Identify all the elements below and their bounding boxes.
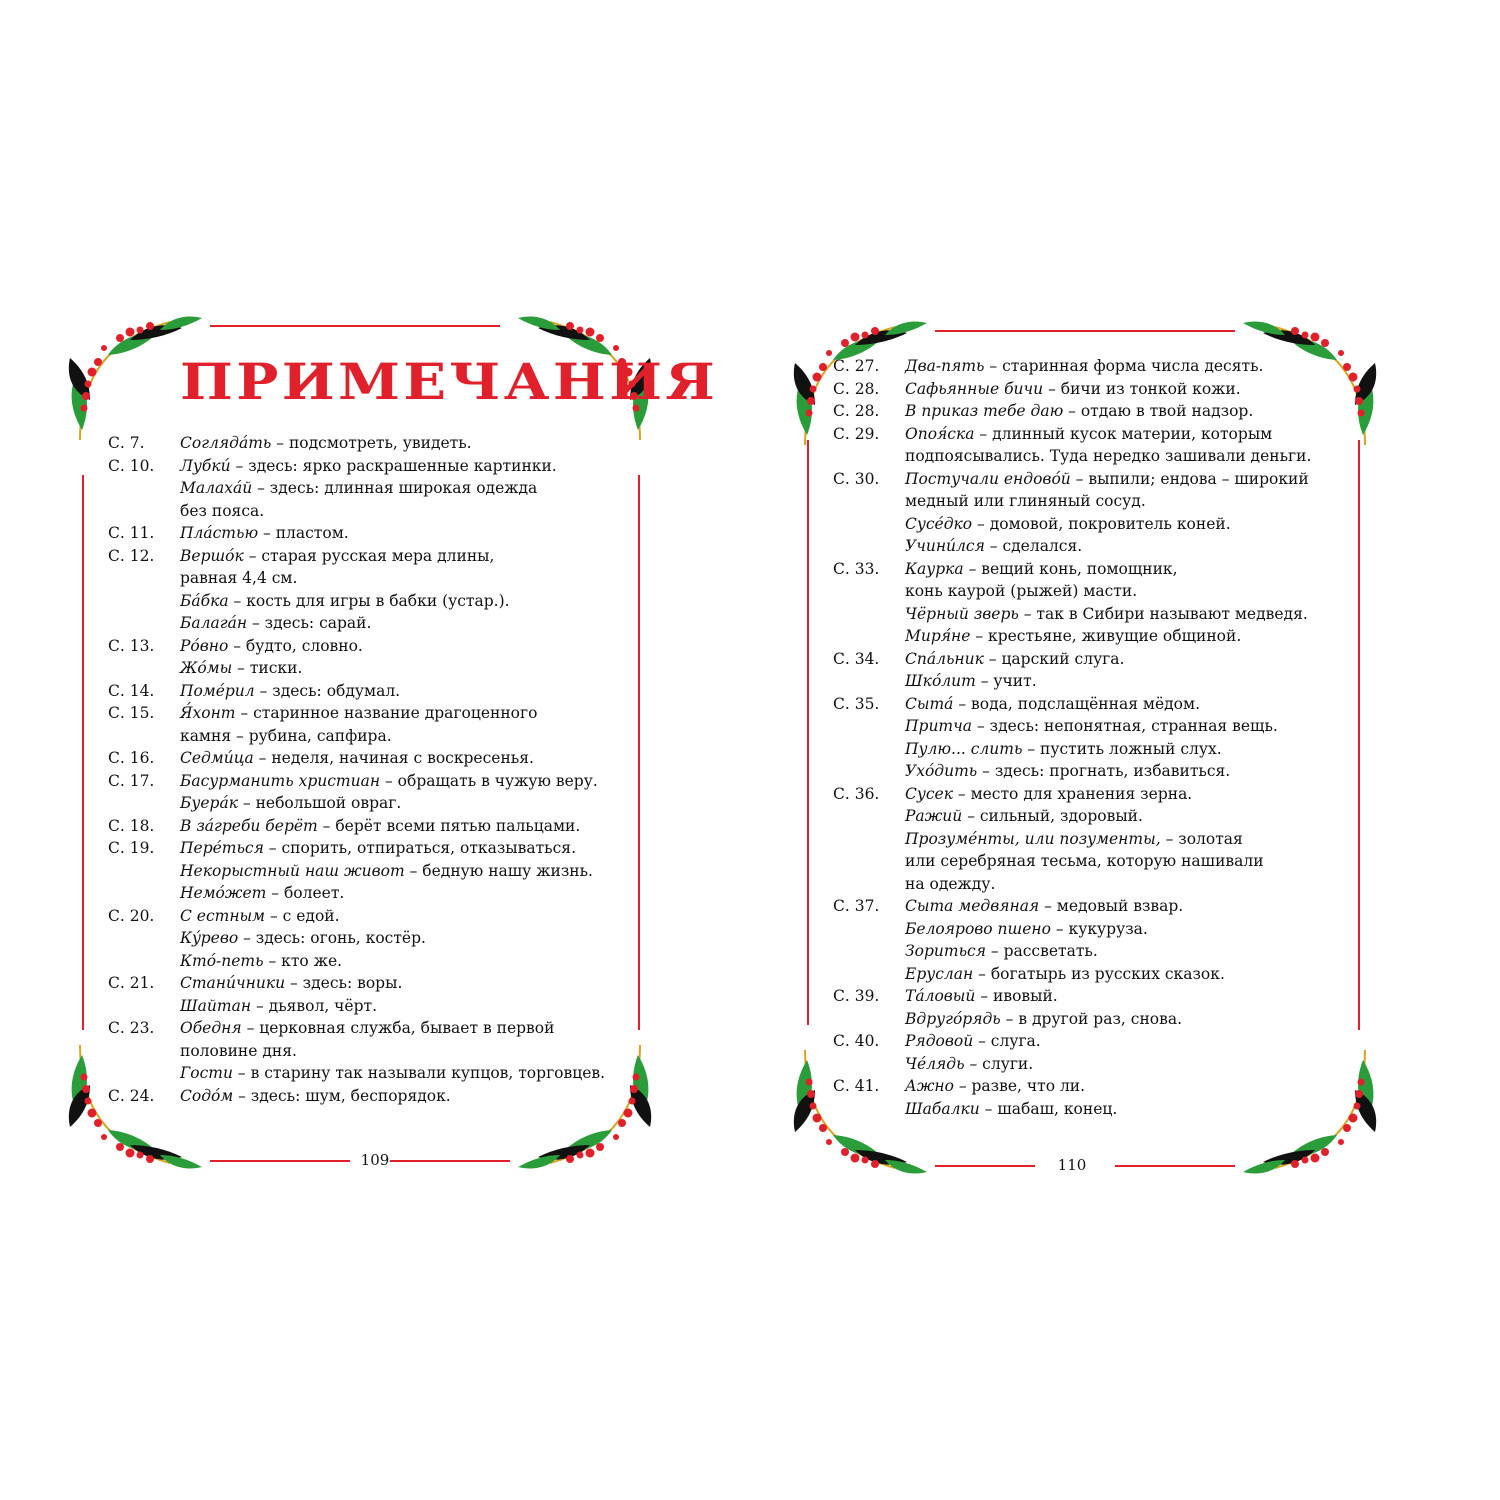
note-definition: – тиски.	[232, 659, 303, 677]
note-text	[180, 995, 377, 1018]
note-text	[180, 905, 340, 928]
note-definition: – здесь: ярко раскрашенные картинки.	[230, 456, 557, 475]
note-term: Гости	[180, 1064, 233, 1082]
note-term: В зáгреби берёт	[180, 816, 318, 835]
note-term: Сытá	[905, 694, 954, 713]
note-definition: – с едой.	[265, 906, 340, 925]
note-text	[905, 985, 1058, 1008]
note-text	[905, 1098, 1117, 1121]
page-title: ПРИМЕЧАНИЯ	[180, 352, 719, 411]
note-definition: – пустить ложный слух.	[1022, 739, 1222, 758]
note-page-ref: С. 24.	[108, 1086, 155, 1105]
note-term: Малахáй	[180, 479, 253, 497]
note-definition: – подсмотреть, увидеть.	[271, 434, 472, 452]
top-border	[210, 325, 500, 327]
note-text	[180, 882, 344, 905]
note-definition: – в старину так называли купцов, торговцев.	[232, 1064, 606, 1082]
note-term: Рядовой	[905, 1032, 974, 1050]
note-text	[180, 747, 534, 770]
bottom-border-left	[210, 1160, 350, 1162]
note-definition: равная 4,4 см.	[180, 569, 298, 587]
note-term: Ктó-петь	[180, 951, 264, 970]
note-term: Басурманить христиан	[180, 771, 381, 790]
note-definition: – здесь: прогнать, избавиться.	[977, 762, 1231, 780]
note-page-ref: С. 13.	[108, 636, 155, 655]
note-text	[180, 1017, 554, 1040]
note-term: Шайтан	[180, 996, 252, 1015]
note-text	[905, 940, 1098, 963]
note-term: Притча	[905, 717, 973, 735]
note-page-ref: С. 19.	[108, 839, 155, 857]
note-term: Обедня	[180, 1019, 242, 1037]
note-page-ref: С. 37.	[833, 897, 880, 915]
note-definition: на одежду.	[905, 874, 996, 893]
note-term: Зориться	[905, 942, 986, 960]
note-page-ref: С. 40.	[833, 1032, 880, 1050]
note-text	[905, 715, 1278, 738]
note-term: Спáльник	[905, 649, 984, 668]
note-term: Некорыстный наш живот	[180, 861, 405, 880]
note-page-ref: С. 28.	[833, 402, 880, 420]
note-term: Шабалки	[905, 1099, 980, 1118]
note-page-ref: С. 11.	[108, 524, 155, 542]
note-text	[905, 1053, 1033, 1076]
note-term: Миря́не	[905, 627, 971, 645]
note-term: Я́хонт	[180, 704, 236, 722]
note-term: Вершóк	[180, 546, 244, 565]
note-definition: половине дня.	[180, 1041, 297, 1060]
note-term: Немóжет	[180, 884, 267, 902]
note-definition: – бичи из тонкой кожи.	[1043, 379, 1241, 398]
note-page-ref: С. 16.	[108, 749, 155, 767]
note-page-ref: С. 10.	[108, 456, 155, 475]
note-definition: – золотая	[1160, 829, 1243, 848]
note-term: Помéрил	[180, 681, 255, 700]
note-text	[905, 1075, 1085, 1098]
note-text	[180, 927, 426, 950]
note-text	[180, 815, 580, 838]
note-text	[180, 522, 349, 545]
note-text	[905, 423, 1272, 446]
note-definition: – кукуруза.	[1050, 919, 1148, 938]
note-text	[905, 558, 1178, 581]
note-definition: – будто, словно.	[228, 636, 363, 655]
note-term: Чёрный зверь	[905, 604, 1019, 623]
note-definition: – бедную нашу жизнь.	[404, 861, 593, 880]
note-definition: – пластом.	[258, 524, 349, 542]
note-definition: – дьявол, чёрт.	[251, 996, 378, 1015]
note-page-ref: С. 33.	[833, 559, 880, 578]
note-text	[905, 580, 1137, 603]
note-definition: – вещий конь, помощник,	[963, 559, 1178, 578]
note-term: В приказ тебе даю	[905, 402, 1064, 420]
right-border	[638, 475, 640, 1030]
note-text	[180, 770, 598, 793]
page-number: 109	[360, 1151, 390, 1169]
note-definition: – медовый взвар.	[1039, 897, 1184, 915]
note-definition: – рассветать.	[985, 942, 1098, 960]
note-text	[905, 783, 1192, 806]
note-definition: – кто же.	[263, 951, 343, 970]
note-definition: – небольшой овраг.	[237, 794, 402, 812]
note-definition: – длинный кусок материи, которым	[974, 424, 1273, 443]
note-definition: – здесь: огонь, костёр.	[238, 929, 426, 947]
note-definition: – крестьяне, живущие общиной.	[970, 627, 1242, 645]
note-term: Сафьянные бичи	[905, 379, 1044, 398]
note-text	[905, 805, 1143, 828]
corner-ornament-bottom-right	[1235, 1040, 1385, 1190]
note-definition: – шабаш, конец.	[979, 1099, 1118, 1118]
note-text	[905, 963, 1225, 986]
note-page-ref: С. 34.	[833, 649, 880, 668]
note-term: Рóвно	[180, 636, 229, 655]
bottom-border-right	[1115, 1165, 1235, 1167]
note-page-ref: С. 28.	[833, 379, 880, 398]
note-term: Чéлядь	[905, 1054, 965, 1073]
note-definition: – сильный, здоровый.	[962, 807, 1143, 825]
note-page-ref: С. 18.	[108, 816, 155, 835]
note-definition: – старинная форма числа десять.	[984, 357, 1264, 375]
note-text	[905, 693, 1200, 716]
note-text	[905, 400, 1253, 423]
note-definition: – берёт всеми пятью пальцами.	[317, 816, 581, 835]
note-text	[905, 513, 1231, 536]
note-definition: – учит.	[975, 672, 1037, 690]
note-term: Пулю... слить	[905, 739, 1023, 758]
note-term: Ажно	[905, 1077, 954, 1095]
note-text	[905, 828, 1243, 851]
note-text	[180, 567, 297, 590]
note-page-ref: С. 15.	[108, 704, 155, 722]
note-definition: – слуга.	[973, 1032, 1041, 1050]
note-text	[180, 635, 363, 658]
note-definition: – сделался.	[984, 537, 1083, 555]
note-text	[180, 455, 557, 478]
note-definition: без пояса.	[180, 501, 265, 520]
note-page-ref: С. 17.	[108, 771, 155, 790]
note-text	[180, 680, 400, 703]
note-text	[180, 545, 494, 568]
note-text	[180, 657, 302, 680]
note-page-ref: С. 36.	[833, 784, 880, 803]
note-page-ref: С. 7.	[108, 434, 145, 452]
note-term: Ражий	[905, 807, 963, 825]
note-text	[180, 702, 537, 725]
note-text	[180, 1062, 605, 1085]
note-page-ref: С. 29.	[833, 424, 880, 443]
bottom-border-left	[935, 1165, 1035, 1167]
note-term: Постучали ендовóй	[905, 469, 1071, 488]
note-term: Балагáн	[180, 614, 248, 632]
note-text	[180, 1085, 451, 1108]
note-term: Соглядáть	[180, 434, 272, 452]
note-text	[180, 590, 510, 613]
note-definition: – старая русская мера длины,	[243, 546, 495, 565]
note-text	[905, 355, 1263, 378]
note-text	[180, 972, 402, 995]
note-definition: – отдаю в твой надзор.	[1063, 402, 1254, 420]
note-text	[905, 760, 1230, 783]
note-term: Шкóлит	[905, 672, 976, 690]
note-page-ref: С. 21.	[108, 974, 155, 992]
note-definition: – вода, подслащённая мёдом.	[953, 694, 1200, 713]
note-text	[905, 445, 1311, 468]
note-definition: медный или глиняный сосуд.	[905, 492, 1146, 510]
note-term: Ухóдить	[905, 762, 978, 780]
note-term: Плáстью	[180, 524, 259, 542]
note-term: Станúчники	[180, 974, 286, 992]
note-text	[905, 468, 1309, 491]
note-term: Еруслан	[905, 964, 974, 983]
note-text	[905, 1008, 1182, 1031]
note-term: Учинúлся	[905, 537, 985, 555]
note-term: Прозумéнты, или позументы,	[905, 829, 1161, 848]
left-border	[807, 440, 809, 1025]
note-term: Каурка	[905, 559, 964, 578]
note-definition: – здесь: сарай.	[247, 614, 372, 632]
note-term: Два-пять	[905, 357, 985, 375]
note-definition: – здесь: обдумал.	[254, 681, 401, 700]
note-term: Сусек	[905, 784, 953, 803]
note-text	[905, 670, 1037, 693]
note-term: Жóмы	[180, 659, 233, 677]
note-text	[180, 950, 342, 973]
note-definition: – церковная служба, бывает в первой	[241, 1019, 555, 1037]
note-term: С естным	[180, 906, 266, 925]
note-text	[905, 873, 995, 896]
note-definition: – здесь: непонятная, странная вещь.	[972, 717, 1278, 735]
note-text	[905, 490, 1146, 513]
left-border	[82, 475, 84, 1030]
note-page-ref: С. 23.	[108, 1019, 155, 1037]
note-text	[180, 1040, 297, 1063]
note-term: Буерáк	[180, 794, 238, 812]
note-definition: – так в Сибири называют медведя.	[1018, 604, 1308, 623]
note-text	[905, 895, 1183, 918]
note-page-ref: С. 30.	[833, 469, 880, 488]
note-text	[180, 837, 576, 860]
note-definition: конь каурой (рыжей) масти.	[905, 582, 1138, 600]
note-term: Белоярово пшено	[905, 919, 1051, 938]
note-text	[180, 477, 537, 500]
note-page-ref: С. 41.	[833, 1077, 880, 1095]
note-definition: – здесь: воры.	[285, 974, 403, 992]
note-page-ref: С. 12.	[108, 546, 155, 565]
note-definition: – спорить, отпираться, отказываться.	[263, 839, 576, 857]
note-term: Седмúца	[180, 749, 254, 767]
note-page-ref: С. 35.	[833, 694, 880, 713]
corner-ornament-bottom-right	[510, 1035, 660, 1185]
note-text	[180, 432, 472, 455]
note-page-ref: С. 14.	[108, 681, 155, 700]
note-definition: подпоясывались. Туда нередко зашивали деньги.	[905, 447, 1312, 465]
note-definition: – неделя, начиная с воскресенья.	[253, 749, 534, 767]
right-page	[785, 0, 1375, 1500]
note-page-ref: С. 39.	[833, 987, 880, 1005]
note-definition: – место для хранения зерна.	[952, 784, 1193, 803]
note-text	[905, 603, 1308, 626]
note-term: Кýрево	[180, 929, 239, 947]
note-definition: – царский слуга.	[983, 649, 1125, 668]
note-definition: – кость для игры в бабки (устар.).	[228, 591, 510, 610]
note-term: Содóм	[180, 1086, 234, 1105]
note-term: Перéться	[180, 839, 264, 857]
note-definition: – разве, что ли.	[953, 1077, 1086, 1095]
note-definition: – старинное название драгоценного	[235, 704, 538, 722]
note-definition: – слуги.	[964, 1054, 1034, 1073]
note-definition: – выпили; ендова – широкий	[1070, 469, 1309, 488]
note-text	[905, 625, 1241, 648]
note-definition: – болеет.	[266, 884, 345, 902]
note-definition: – ивовый.	[975, 987, 1058, 1005]
note-definition: – богатырь из русских сказок.	[973, 964, 1225, 983]
right-border	[1358, 440, 1360, 1030]
note-text	[905, 535, 1082, 558]
top-border	[935, 330, 1235, 332]
note-text	[180, 792, 401, 815]
note-term: Бáбка	[180, 591, 229, 610]
note-text	[905, 918, 1148, 941]
note-text	[905, 648, 1124, 671]
note-text	[905, 378, 1241, 401]
note-page-ref: С. 20.	[108, 906, 155, 925]
left-page	[60, 0, 719, 1500]
note-text	[180, 500, 264, 523]
note-definition: – домовой, покровитель коней.	[972, 514, 1231, 533]
note-term: Тáловый	[905, 987, 976, 1005]
note-page-ref: С. 27.	[833, 357, 880, 375]
note-definition: – здесь: длинная широкая одежда	[252, 479, 538, 497]
note-text	[905, 738, 1222, 761]
note-text	[905, 1030, 1041, 1053]
note-definition: – здесь: шум, беспорядок.	[233, 1086, 451, 1105]
note-text	[180, 612, 371, 635]
note-definition: – обращать в чужую веру.	[380, 771, 598, 790]
note-term: Сыта медвяная	[905, 897, 1040, 915]
note-definition: – в другой раз, снова.	[1000, 1009, 1183, 1028]
note-text	[905, 850, 1264, 873]
note-term: Лубкú	[180, 456, 231, 475]
note-text	[180, 725, 392, 748]
note-term: Вдругóрядь	[905, 1009, 1001, 1028]
note-term: Опоя́ска	[905, 424, 975, 443]
note-definition: или серебряная тесьма, которую нашивали	[905, 852, 1264, 870]
note-text	[180, 860, 593, 883]
note-term: Сусéдко	[905, 514, 973, 533]
note-definition: камня – рубина, сапфира.	[180, 726, 392, 745]
page-number: 110	[1057, 1156, 1087, 1174]
